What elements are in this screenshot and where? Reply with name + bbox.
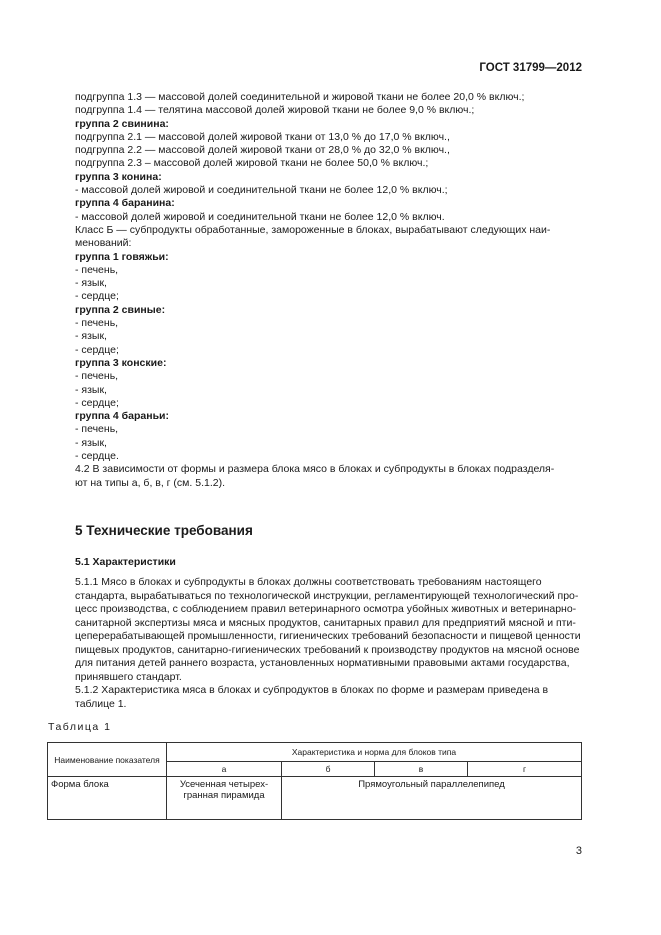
paragraph-line: стандарта, вырабатываться по технологической инструкции, регламентирующей технологический про- [75, 589, 579, 602]
paragraph-line: 5.1.1 Мясо в блоках и субпродукты в блоках должны соответствовать требованиям настоящего [75, 576, 542, 588]
list-item: подгруппа 2.1 — массовой долей жировой ткани от 13,0 % до 17,0 % включ., [75, 130, 450, 143]
paragraph-5-1-1 [75, 576, 582, 684]
paragraph-4-2-line-1: 4.2 В зависимости от формы и размера блока мясо в блоках и субпродукты в блоках подразделя- [75, 463, 555, 476]
group-heading: группа 4 бараньи: [75, 410, 170, 423]
table-cell-a: Усеченная четырех-гранная пирамида [167, 777, 282, 820]
paragraph-line: принявшего стандарт. [75, 670, 182, 683]
document-body-top [75, 91, 582, 490]
paragraph-line: пищевых продуктов, санитарно-гигиенических требований к производству продуктов на мясной основе [75, 643, 580, 656]
page-number: 3 [575, 845, 582, 857]
table-type-a: а [167, 762, 282, 777]
table-header-row [48, 743, 582, 762]
table-type-g: г [468, 762, 582, 777]
list-item: - язык, [75, 330, 107, 343]
paragraph-line: цеперерабатывающей промышленности, гигиенических требований безопасности и пищевой ценности [75, 630, 581, 642]
list-item: - сердце; [75, 396, 119, 409]
paragraph-line: цесс производства, с соблюдением правил ветеринарного осмотра убойных животных и ветеринарно- [75, 603, 577, 615]
list-item: - язык, [75, 277, 107, 290]
list-item: - язык, [75, 383, 107, 396]
paragraph-5-1-2 [75, 684, 582, 711]
table-header-group: Характеристика и норма для блоков типа [167, 743, 582, 762]
paragraph-line: 5.1.2 Характеристика мяса в блоках и субпродуктов в блоках по форме и размерам приведена в [75, 684, 549, 696]
group-list-class-a [75, 91, 582, 224]
table-1 [47, 742, 582, 820]
document-header: ГОСТ 31799—2012 [479, 62, 582, 74]
paragraph-line: таблице 1. [75, 697, 127, 710]
list-item: - печень, [75, 317, 119, 330]
group-heading: группа 3 конские: [75, 356, 167, 369]
list-item: подгруппа 2.3 – массовой долей жировой ткани не более 50,0 % включ.; [75, 157, 429, 170]
list-item: - массовой долей жировой и соединительной ткани не более 12,0 % включ.; [75, 184, 448, 197]
table-caption: Таблица 1 [48, 721, 112, 733]
list-item: - печень, [75, 423, 119, 436]
list-item: - печень, [75, 370, 119, 383]
class-b-line-2: менований: [75, 237, 132, 250]
class-b-line-1 [75, 224, 582, 237]
group-heading: группа 2 свиные: [75, 303, 166, 316]
paragraph-4-2-line-2: ют на типы а, б, в, г (см. 5.1.2). [75, 476, 225, 489]
section-5-1-body [75, 576, 582, 711]
list-item: подгруппа 2.2 — массовой долей жировой ткани от 28,0 % до 32,0 % включ., [75, 144, 450, 157]
table-cell-bcd: Прямоугольный параллелепипед [282, 777, 582, 820]
paragraph-line: санитарной экспертизы мяса и мясных продуктов, санитарных правил для предприятий мясной и пти- [75, 616, 576, 629]
group-list-class-b [75, 251, 582, 464]
section-5-title: 5 Технические требования [75, 523, 253, 538]
class-b-text: Класс Б — субпродукты обработанные, замороженные в блоках, вырабатывают следующих наи- [75, 223, 551, 236]
list-item: - язык, [75, 436, 107, 449]
list-item: подгруппа 1.4 — телятина массовой долей жировой ткани не более 9,0 % включ.; [75, 104, 475, 117]
section-5-1-title: 5.1 Характеристики [75, 556, 176, 568]
group-heading: группа 2 свинина: [75, 117, 169, 130]
list-item: - сердце; [75, 290, 119, 303]
table-row [48, 777, 582, 820]
list-item: подгруппа 1.3 — массовой долей соединительной и жировой ткани не более 20,0 % включ.; [75, 91, 525, 103]
group-heading: группа 1 говяжьи: [75, 250, 169, 263]
table-type-b: б [282, 762, 375, 777]
group-heading: группа 4 баранина: [75, 197, 175, 210]
list-item: - печень, [75, 263, 119, 276]
paragraph-line: для питания детей раннего возраста, установленных нормативными правовыми актами государства, [75, 657, 570, 669]
list-item: - сердце. [75, 450, 119, 463]
list-item: - сердце; [75, 343, 119, 356]
list-item: - массовой долей жировой и соединительной ткани не более 12,0 % включ. [75, 210, 445, 223]
group-heading: группа 3 конина: [75, 170, 162, 183]
table-row-label: Форма блока [48, 777, 167, 820]
table-header-name: Наименование показателя [48, 743, 167, 777]
table-type-v: в [375, 762, 468, 777]
